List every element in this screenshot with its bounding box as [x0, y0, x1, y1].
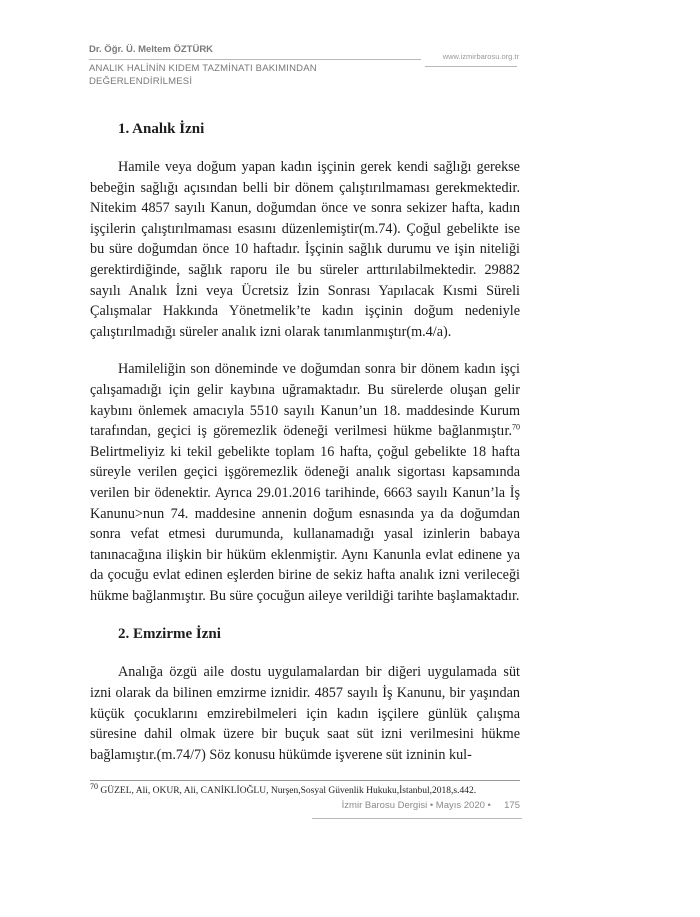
footer-divider: [312, 818, 522, 819]
footnote-number: 70: [90, 781, 98, 791]
page-footer: [330, 800, 520, 811]
page-header: [89, 44, 529, 94]
header-divider: [89, 59, 421, 60]
article-title: ANALIK HALİNİN KIDEM TAZMİNATI BAKIMINDAN DEĞERLENDİRİLMESİ: [89, 63, 317, 87]
author-name: Dr. Öğr. Ü. Meltem ÖZTÜRK: [89, 44, 214, 55]
section-heading-emzirme-izni: 2. Emzirme İzni: [118, 626, 221, 643]
paragraph-text: Hamileliğin son döneminde ve doğumdan sonra bir dönem kadın işçi çalışamadığı için gelir kaybına uğramaktadır. Bu sürelerde oluşan gelir kaybını önlemek amacıyla 5510 sayılı Kanun’un 18. maddesinde Kurum tarafından, geçici iş göremezlik ödeneği verilmesi hükme bağlanmıştır.: [90, 361, 520, 440]
paragraph: Analığa özgü aile dostu uygulamalardan bir diğeri uygulamada süt izni olarak da bilinen emzirme iznidir. 4857 sayılı İş Kanunu, bir yaşından küçük çocuklarını emzirebilmeleri için kadın işçilere günlük çalışma süresine dahil olmak üzere bir buçuk saat süt izni verilmesini hükme bağlamıştır.(m.74/7) Söz konusu hükümde işverene süt izninin kul-: [90, 664, 520, 763]
website-link[interactable]: www.izmirbarosu.org.tr: [442, 52, 519, 61]
main-content: [90, 118, 520, 765]
section-heading-analik-izni: 1. Analık İzni: [118, 121, 205, 137]
footnote-reference[interactable]: 70: [512, 422, 520, 432]
footnote-text: GÜZEL, Ali, OKUR, Ali, CANİKLİOĞLU, Nurşen,Sosyal Güvenlik Hukuku,İstanbul,2018,s.442.: [98, 786, 477, 796]
paragraph-text: Belirtmeliyiz ki tekil gebelikte toplam 16 hafta, çoğul gebelikte 18 hafta süreyle verilen geçici işgöremezlik ödeneği analık sigortası kapsamında verilen bir ödenektir. Ayrıca 29.01.2016 tarihinde, 6663 sayılı Kanun’la İş Kanunu>nun 74. maddesine annenin doğum esnasında ya da doğumdan sonra vefat etmesi durumunda, kullanamadığı yasal izinlerin babaya tanınacağına ilişkin bir hüküm eklenmiştir. Aynı Kanunla evlat edinene ya da çocuğu evlat edinen eşlerden birine de sekiz hafta analık izni verileceği hükme bağlanmıştır. Bu süre çocuğun aileye verildiği tarihte başlamaktadır.: [90, 443, 520, 604]
paragraph: Hamile veya doğum yapan kadın işçinin gerek kendi sağlığı gerekse bebeğin sağlığı açısından belli bir dönem çalıştırılmaması gerekmektedir. Nitekim 4857 sayılı Kanun, doğumdan önce ve sonra sekizer hafta, kadın işçilerin çalıştırılmaması esasını düzenlemiştir(m.74). Çoğul gebelikte ise bu süre doğumdan önce 10 haftadır. İşçinin sağlık durumu ve işin niteliği gerektirdiğinde, sağlık raporu ile bu süreler arttırılabilmektedir. 29882 sayılı Analık İzni veya Ücretsiz İzin Sonrası Yapılacak Kısmi Süreli Çalışmalar Hakkında Yönetmelik’te kadın işçinin doğum nedeniyle çalıştırılmadığı süreler analık izni olarak tanımlanmıştır(m.4/a).: [90, 159, 520, 340]
header-divider-right: [425, 66, 517, 67]
footnote-divider: [90, 780, 520, 781]
page-number: 175: [504, 800, 520, 811]
paragraph: [90, 359, 520, 606]
journal-name: İzmir Barosu Dergisi • Mayıs 2020 •: [341, 800, 491, 811]
footnote: [90, 781, 520, 798]
